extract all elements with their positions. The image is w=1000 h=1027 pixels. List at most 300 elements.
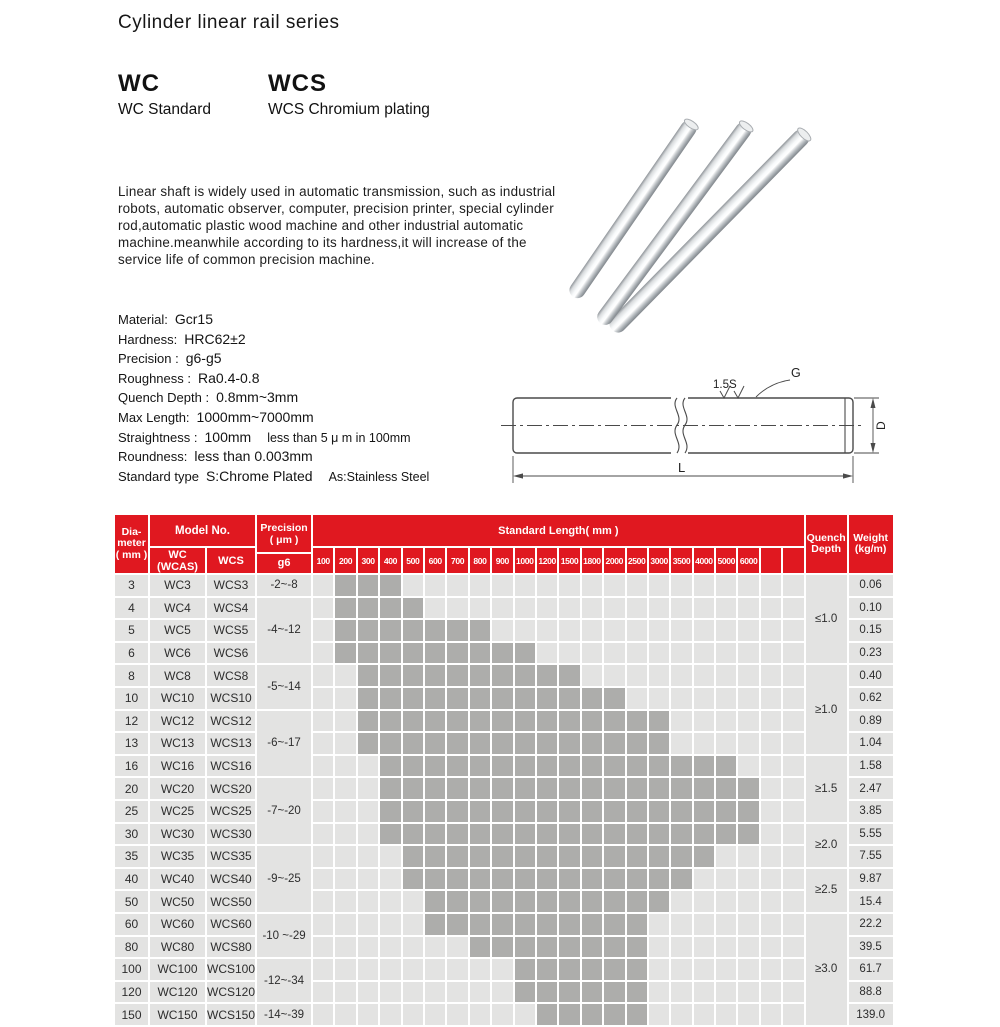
length-cell: [603, 732, 625, 755]
length-cell: [514, 664, 536, 687]
shaft-photo-illustration: [550, 105, 880, 345]
length-cell: [670, 619, 692, 642]
spec-note: As:Stainless Steel: [328, 469, 430, 484]
length-cell: [446, 981, 468, 1004]
length-cell: [402, 664, 424, 687]
series-wcs-subtitle: WCS Chromium plating: [268, 101, 430, 118]
length-cell: [603, 777, 625, 800]
length-cell: [558, 981, 580, 1004]
length-cell: [603, 981, 625, 1004]
length-cell: [648, 890, 670, 913]
length-cell: [782, 845, 804, 868]
col-header-diameter-line: meter: [117, 537, 146, 550]
length-cell: [334, 777, 356, 800]
length-cell: [514, 755, 536, 778]
wcs-model-cell: WCS5: [206, 619, 256, 642]
spec-value: 1000mm~7000mm: [196, 408, 314, 425]
length-cell: [603, 800, 625, 823]
length-cell: [491, 687, 513, 710]
length-cell: [424, 936, 446, 959]
diameter-cell: 12: [114, 710, 149, 733]
length-cell: [469, 574, 491, 597]
length-cell: [603, 619, 625, 642]
diameter-cell: 120: [114, 981, 149, 1004]
table-row: [114, 958, 894, 981]
length-cell: [782, 755, 804, 778]
length-cell: [514, 958, 536, 981]
length-cell: [402, 597, 424, 620]
length-cell: [402, 845, 424, 868]
length-cell: [648, 936, 670, 959]
length-cell: [446, 664, 468, 687]
length-cell: [402, 1003, 424, 1026]
length-cell: [581, 868, 603, 891]
length-cell: [424, 664, 446, 687]
length-cell: [357, 687, 379, 710]
length-cell: [670, 890, 692, 913]
length-cell: [558, 890, 580, 913]
length-cell: [379, 913, 401, 936]
length-cell: [626, 642, 648, 665]
length-cell: [514, 597, 536, 620]
table-row: [114, 845, 894, 868]
wcs-model-cell: WCS4: [206, 597, 256, 620]
length-cell: [737, 732, 759, 755]
length-cell: [760, 1003, 782, 1026]
col-header-wcs: WCS: [206, 547, 256, 574]
col-header-length: 400: [379, 547, 401, 574]
length-cell: [491, 936, 513, 959]
length-cell: [693, 619, 715, 642]
length-cell: [693, 597, 715, 620]
length-cell: [670, 664, 692, 687]
col-header-precision-line: Precision: [260, 522, 308, 534]
length-cell: [558, 642, 580, 665]
header-row-1: [114, 514, 894, 547]
diameter-cell: 10: [114, 687, 149, 710]
col-header-length: 6000: [737, 547, 759, 574]
table-row: [114, 597, 894, 620]
length-cell: [693, 958, 715, 981]
length-cell: [603, 687, 625, 710]
length-cell: [446, 642, 468, 665]
length-cell: [581, 755, 603, 778]
length-cell: [558, 597, 580, 620]
table-row: [114, 936, 894, 959]
weight-cell: 3.85: [848, 800, 894, 823]
length-cell: [491, 710, 513, 733]
length-cell: [469, 1003, 491, 1026]
length-cell: [491, 777, 513, 800]
length-cell: [469, 913, 491, 936]
length-cell: [402, 800, 424, 823]
wcs-model-cell: WCS150: [206, 1003, 256, 1026]
length-cell: [670, 574, 692, 597]
length-cell: [603, 755, 625, 778]
table-row: [114, 710, 894, 733]
length-cell: [379, 936, 401, 959]
length-cell: [379, 845, 401, 868]
length-cell: [670, 597, 692, 620]
length-cell: [715, 890, 737, 913]
table-row: [114, 732, 894, 755]
length-cell: [558, 913, 580, 936]
length-cell: [514, 823, 536, 846]
length-cell: [693, 800, 715, 823]
length-cell: [514, 710, 536, 733]
length-cell: [558, 755, 580, 778]
length-cell: [357, 642, 379, 665]
length-cell: [424, 913, 446, 936]
length-cell: [670, 823, 692, 846]
col-header-diameter: [114, 514, 149, 574]
length-cell: [312, 597, 334, 620]
col-header-precision: [256, 514, 312, 574]
wcs-model-cell: WCS3: [206, 574, 256, 597]
length-cell: [626, 597, 648, 620]
length-cell: [760, 619, 782, 642]
length-cell: [737, 958, 759, 981]
length-cell: [760, 913, 782, 936]
col-header-length: 700: [446, 547, 468, 574]
length-cell: [536, 642, 558, 665]
length-cell: [446, 710, 468, 733]
spec-label: Precision :: [118, 351, 179, 367]
length-cell: [469, 981, 491, 1004]
diameter-cell: 6: [114, 642, 149, 665]
length-cell: [737, 1003, 759, 1026]
length-cell: [715, 597, 737, 620]
spec-value: Ra0.4-0.8: [198, 369, 260, 386]
diameter-cell: 8: [114, 664, 149, 687]
length-cell: [648, 619, 670, 642]
quench-depth-cell: ≥1.5: [805, 755, 848, 823]
length-cell: [424, 777, 446, 800]
length-cell: [312, 574, 334, 597]
wc-model-cell: WC4: [149, 597, 206, 620]
length-cell: [446, 800, 468, 823]
page-title: Cylinder linear rail series: [118, 12, 340, 33]
length-cell: [626, 845, 648, 868]
length-cell: [693, 936, 715, 959]
series-wcs-code: WCS: [268, 70, 327, 97]
col-header-precision-title: [257, 516, 311, 552]
length-cell: [715, 687, 737, 710]
weight-cell: 1.04: [848, 732, 894, 755]
length-cell: [446, 890, 468, 913]
length-cell: [782, 710, 804, 733]
weight-cell: 0.89: [848, 710, 894, 733]
length-cell: [782, 823, 804, 846]
diameter-cell: 80: [114, 936, 149, 959]
length-cell: [581, 936, 603, 959]
length-cell: [491, 1003, 513, 1026]
length-cell: [446, 845, 468, 868]
length-cell: [402, 619, 424, 642]
table-body: [114, 574, 894, 1026]
length-cell: [648, 597, 670, 620]
length-cell: [334, 687, 356, 710]
col-header-diameter-line: Dia-: [121, 525, 142, 538]
wc-model-cell: WC10: [149, 687, 206, 710]
length-cell: [379, 574, 401, 597]
length-cell: [670, 777, 692, 800]
length-cell: [312, 664, 334, 687]
precision-cell: -12~-34: [256, 958, 312, 1003]
length-cell: [424, 619, 446, 642]
length-cell: [379, 732, 401, 755]
length-cell: [424, 710, 446, 733]
length-cell: [491, 619, 513, 642]
length-cell: [715, 868, 737, 891]
length-cell: [648, 868, 670, 891]
length-cell: [626, 958, 648, 981]
col-header-precision-grade: g6: [257, 552, 311, 572]
length-cell: [536, 958, 558, 981]
wcs-model-cell: WCS25: [206, 800, 256, 823]
length-cell: [581, 664, 603, 687]
length-cell: [446, 1003, 468, 1026]
length-cell: [693, 868, 715, 891]
table-row: [114, 1003, 894, 1026]
length-cell: [469, 687, 491, 710]
col-header-wc: [149, 547, 206, 574]
length-cell: [312, 710, 334, 733]
col-header-wc-line: (WCAS): [157, 560, 198, 573]
table-row: [114, 664, 894, 687]
length-cell: [737, 777, 759, 800]
length-cell: [670, 913, 692, 936]
length-cell: [693, 642, 715, 665]
length-cell: [558, 958, 580, 981]
length-cell: [446, 958, 468, 981]
length-cell: [536, 619, 558, 642]
length-cell: [603, 710, 625, 733]
weight-cell: 5.55: [848, 823, 894, 846]
length-cell: [357, 574, 379, 597]
length-cell: [536, 800, 558, 823]
length-cell: [379, 755, 401, 778]
col-header-length: 5000: [715, 547, 737, 574]
length-cell: [603, 642, 625, 665]
wc-model-cell: WC100: [149, 958, 206, 981]
length-cell: [424, 755, 446, 778]
col-header-quench-depth: [805, 514, 848, 574]
length-cell: [648, 710, 670, 733]
length-cell: [536, 868, 558, 891]
length-cell: [626, 664, 648, 687]
length-cell: [737, 981, 759, 1004]
wc-model-cell: WC40: [149, 868, 206, 891]
length-cell: [357, 732, 379, 755]
length-cell: [760, 936, 782, 959]
length-cell: [693, 823, 715, 846]
length-cell: [491, 845, 513, 868]
length-cell: [536, 687, 558, 710]
spec-label: Straightness :: [118, 429, 198, 445]
length-cell: [715, 777, 737, 800]
length-cell: [581, 710, 603, 733]
length-cell: [715, 732, 737, 755]
spec-row: [118, 389, 538, 409]
length-cell: [737, 597, 759, 620]
length-cell: [536, 845, 558, 868]
length-cell: [379, 868, 401, 891]
length-cell: [648, 845, 670, 868]
wc-model-cell: WC6: [149, 642, 206, 665]
weight-cell: 39.5: [848, 936, 894, 959]
length-cell: [782, 1003, 804, 1026]
length-cell: [670, 868, 692, 891]
precision-cell: -5~-14: [256, 664, 312, 709]
length-cell: [424, 800, 446, 823]
length-cell: [760, 777, 782, 800]
length-cell: [760, 710, 782, 733]
length-cell: [670, 1003, 692, 1026]
length-cell: [581, 845, 603, 868]
length-cell: [514, 868, 536, 891]
length-cell: [715, 845, 737, 868]
table-row: [114, 981, 894, 1004]
length-cell: [581, 574, 603, 597]
weight-cell: 7.55: [848, 845, 894, 868]
spec-note: less than 5 μ m in 100mm: [267, 430, 411, 445]
length-cell: [558, 868, 580, 891]
length-cell: [715, 642, 737, 665]
wc-model-cell: WC35: [149, 845, 206, 868]
length-cell: [536, 574, 558, 597]
length-cell: [626, 710, 648, 733]
length-cell: [402, 687, 424, 710]
length-cell: [379, 890, 401, 913]
length-cell: [357, 619, 379, 642]
precision-cell: -14~-39: [256, 1003, 312, 1026]
length-cell: [670, 687, 692, 710]
length-cell: [334, 710, 356, 733]
length-cell: [603, 890, 625, 913]
length-cell: [760, 642, 782, 665]
length-cell: [670, 732, 692, 755]
length-cell: [312, 619, 334, 642]
table-row: [114, 913, 894, 936]
length-cell: [670, 845, 692, 868]
length-cell: [334, 845, 356, 868]
length-cell: [581, 800, 603, 823]
length-cell: [357, 710, 379, 733]
length-cell: [536, 664, 558, 687]
length-cell: [402, 642, 424, 665]
length-cell: [379, 687, 401, 710]
wcs-model-cell: WCS100: [206, 958, 256, 981]
length-cell: [446, 868, 468, 891]
length-cell: [782, 619, 804, 642]
wcs-model-cell: WCS10: [206, 687, 256, 710]
precision-cell: -7~-20: [256, 777, 312, 845]
length-cell: [603, 958, 625, 981]
diameter-cell: 35: [114, 845, 149, 868]
weight-cell: 0.23: [848, 642, 894, 665]
length-cell: [379, 800, 401, 823]
length-cell: [334, 574, 356, 597]
wc-model-cell: WC8: [149, 664, 206, 687]
col-header-length: 500: [402, 547, 424, 574]
length-cell: [424, 642, 446, 665]
length-cell: [581, 913, 603, 936]
length-cell: [760, 958, 782, 981]
length-cell: [379, 958, 401, 981]
length-cell: [469, 890, 491, 913]
weight-cell: 139.0: [848, 1003, 894, 1026]
length-cell: [402, 777, 424, 800]
length-cell: [357, 664, 379, 687]
length-cell: [760, 664, 782, 687]
length-cell: [424, 868, 446, 891]
table-row: [114, 823, 894, 846]
length-cell: [469, 664, 491, 687]
length-cell: [357, 755, 379, 778]
length-cell: [514, 687, 536, 710]
length-cell: [446, 755, 468, 778]
length-cell: [536, 777, 558, 800]
col-header-length: 1800: [581, 547, 603, 574]
dim-length-label: L: [678, 460, 686, 475]
length-cell: [514, 1003, 536, 1026]
col-header-length: 3000: [648, 547, 670, 574]
spec-value: S:Chrome Plated: [205, 467, 313, 484]
length-cell: [334, 823, 356, 846]
length-cell: [715, 913, 737, 936]
length-cell: [514, 890, 536, 913]
length-cell: [424, 597, 446, 620]
weight-cell: 0.15: [848, 619, 894, 642]
length-cell: [737, 619, 759, 642]
table-row: [114, 687, 894, 710]
length-cell: [334, 958, 356, 981]
length-cell: [626, 890, 648, 913]
length-cell: [648, 664, 670, 687]
grind-mark-label: G: [791, 366, 801, 380]
length-cell: [312, 755, 334, 778]
length-cell: [334, 936, 356, 959]
col-header-length: 3500: [670, 547, 692, 574]
length-cell: [581, 1003, 603, 1026]
length-cell: [626, 868, 648, 891]
col-header-length: [782, 547, 804, 574]
length-cell: [334, 642, 356, 665]
length-cell: [581, 597, 603, 620]
table-row: [114, 777, 894, 800]
length-cell: [312, 936, 334, 959]
wcs-model-cell: WCS50: [206, 890, 256, 913]
diameter-cell: 5: [114, 619, 149, 642]
product-description: Linear shaft is widely used in automatic transmission, such as industrial robots, automatic observer, computer, precision printer, special cylinder rod,automatic plastic wood machine and other industrial automatic machine.meanwhile according to its hardness,it will increase of the service life of common precision machine.: [118, 184, 556, 267]
length-cell: [491, 958, 513, 981]
col-header-length: 1200: [536, 547, 558, 574]
length-cell: [737, 687, 759, 710]
length-cell: [782, 981, 804, 1004]
length-cell: [357, 936, 379, 959]
length-cell: [469, 868, 491, 891]
length-cell: [693, 913, 715, 936]
length-cell: [334, 597, 356, 620]
wc-model-cell: WC150: [149, 1003, 206, 1026]
length-cell: [334, 868, 356, 891]
length-cell: [334, 619, 356, 642]
col-header-quench-line: Quench: [806, 531, 846, 544]
length-cell: [312, 823, 334, 846]
length-cell: [648, 913, 670, 936]
length-cell: [357, 958, 379, 981]
